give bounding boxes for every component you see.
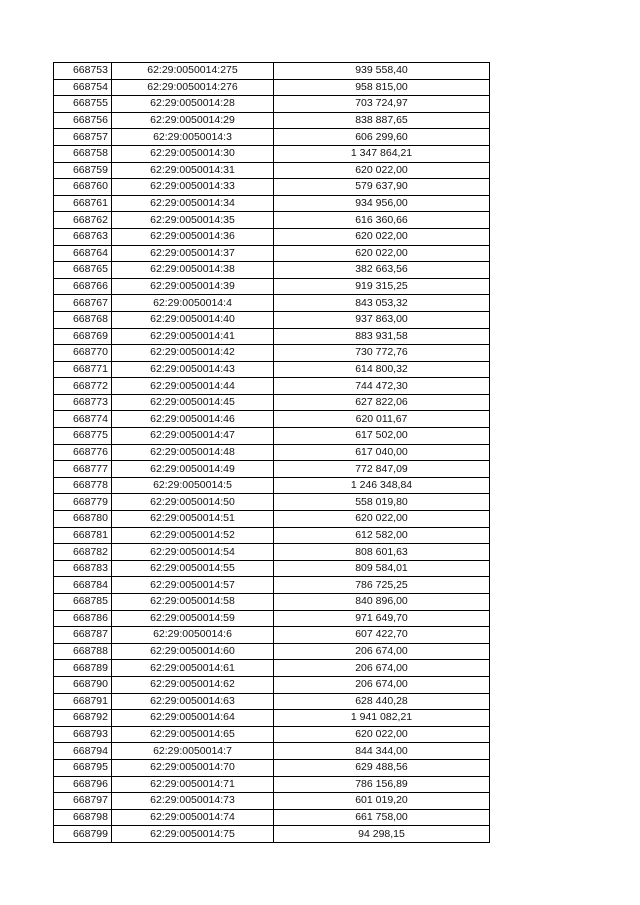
cadastral-number-cell: 62:29:0050014:33 — [112, 179, 274, 196]
row-id-cell: 668760 — [54, 179, 112, 196]
table-row — [54, 212, 490, 229]
cadastral-value-cell: 628 440,28 — [274, 693, 490, 710]
row-id-cell: 668795 — [54, 759, 112, 776]
cadastral-value-cell: 579 637,90 — [274, 179, 490, 196]
cadastral-value-cell: 206 674,00 — [274, 660, 490, 677]
cadastral-value-cell: 94 298,15 — [274, 826, 490, 843]
cadastral-value-cell: 206 674,00 — [274, 676, 490, 693]
table-row — [54, 428, 490, 445]
table-row — [54, 826, 490, 843]
cadastral-number-cell: 62:29:0050014:73 — [112, 793, 274, 810]
cadastral-value-cell: 620 022,00 — [274, 228, 490, 245]
row-id-cell: 668773 — [54, 394, 112, 411]
cadastral-value-cell: 1 347 864,21 — [274, 145, 490, 162]
row-id-cell: 668757 — [54, 129, 112, 146]
cadastral-number-cell: 62:29:0050014:65 — [112, 726, 274, 743]
table-row — [54, 776, 490, 793]
table-row — [54, 245, 490, 262]
row-id-cell: 668789 — [54, 660, 112, 677]
cadastral-value-cell: 661 758,00 — [274, 809, 490, 826]
table-row — [54, 610, 490, 627]
cadastral-number-cell: 62:29:0050014:36 — [112, 228, 274, 245]
cadastral-value-cell: 620 022,00 — [274, 162, 490, 179]
row-id-cell: 668767 — [54, 295, 112, 312]
row-id-cell: 668788 — [54, 643, 112, 660]
cadastral-number-cell: 62:29:0050014:41 — [112, 328, 274, 345]
table-row — [54, 112, 490, 129]
cadastral-value-cell: 939 558,40 — [274, 63, 490, 80]
cadastral-number-cell: 62:29:0050014:43 — [112, 361, 274, 378]
table-row — [54, 179, 490, 196]
cadastral-number-cell: 62:29:0050014:30 — [112, 145, 274, 162]
cadastral-value-cell: 601 019,20 — [274, 793, 490, 810]
row-id-cell: 668777 — [54, 461, 112, 478]
row-id-cell: 668787 — [54, 627, 112, 644]
row-id-cell: 668770 — [54, 345, 112, 362]
cadastral-number-cell: 62:29:0050014:39 — [112, 278, 274, 295]
table-row — [54, 162, 490, 179]
row-id-cell: 668796 — [54, 776, 112, 793]
cadastral-number-cell: 62:29:0050014:47 — [112, 428, 274, 445]
table-row — [54, 643, 490, 660]
cadastral-value-cell: 620 022,00 — [274, 511, 490, 528]
cadastral-number-cell: 62:29:0050014:59 — [112, 610, 274, 627]
table-row — [54, 461, 490, 478]
cadastral-number-cell: 62:29:0050014:48 — [112, 444, 274, 461]
table-row — [54, 511, 490, 528]
cadastral-number-cell: 62:29:0050014:45 — [112, 394, 274, 411]
cadastral-value-cell: 617 040,00 — [274, 444, 490, 461]
table-row — [54, 345, 490, 362]
row-id-cell: 668781 — [54, 527, 112, 544]
cadastral-value-cell: 620 022,00 — [274, 726, 490, 743]
cadastral-number-cell: 62:29:0050014:54 — [112, 544, 274, 561]
table-row — [54, 560, 490, 577]
table-row — [54, 328, 490, 345]
row-id-cell: 668775 — [54, 428, 112, 445]
cadastral-value-cell: 934 956,00 — [274, 195, 490, 212]
table-row — [54, 809, 490, 826]
cadastral-value-cell: 786 156,89 — [274, 776, 490, 793]
row-id-cell: 668793 — [54, 726, 112, 743]
cadastral-value-cell: 206 674,00 — [274, 643, 490, 660]
cadastral-number-cell: 62:29:0050014:275 — [112, 63, 274, 80]
table-body — [54, 63, 490, 843]
table-row — [54, 129, 490, 146]
cadastral-number-cell: 62:29:0050014:63 — [112, 693, 274, 710]
cadastral-value-cell: 808 601,63 — [274, 544, 490, 561]
row-id-cell: 668798 — [54, 809, 112, 826]
cadastral-value-cell: 840 896,00 — [274, 594, 490, 611]
cadastral-number-cell: 62:29:0050014:6 — [112, 627, 274, 644]
table-row — [54, 295, 490, 312]
cadastral-value-cell: 617 502,00 — [274, 428, 490, 445]
cadastral-number-cell: 62:29:0050014:75 — [112, 826, 274, 843]
table-row — [54, 262, 490, 279]
row-id-cell: 668764 — [54, 245, 112, 262]
cadastral-number-cell: 62:29:0050014:62 — [112, 676, 274, 693]
cadastral-number-cell: 62:29:0050014:74 — [112, 809, 274, 826]
cadastral-number-cell: 62:29:0050014:42 — [112, 345, 274, 362]
table-row — [54, 627, 490, 644]
cadastral-value-cell: 607 422,70 — [274, 627, 490, 644]
table-row — [54, 228, 490, 245]
row-id-cell: 668762 — [54, 212, 112, 229]
cadastral-number-cell: 62:29:0050014:34 — [112, 195, 274, 212]
row-id-cell: 668772 — [54, 378, 112, 395]
table-row — [54, 378, 490, 395]
cadastral-number-cell: 62:29:0050014:55 — [112, 560, 274, 577]
row-id-cell: 668794 — [54, 743, 112, 760]
table-row — [54, 411, 490, 428]
table-row — [54, 394, 490, 411]
row-id-cell: 668768 — [54, 311, 112, 328]
cadastral-number-cell: 62:29:0050014:60 — [112, 643, 274, 660]
table-row — [54, 726, 490, 743]
cadastral-value-cell: 809 584,01 — [274, 560, 490, 577]
cadastral-number-cell: 62:29:0050014:40 — [112, 311, 274, 328]
row-id-cell: 668783 — [54, 560, 112, 577]
cadastral-number-cell: 62:29:0050014:52 — [112, 527, 274, 544]
table-row — [54, 145, 490, 162]
cadastral-number-cell: 62:29:0050014:46 — [112, 411, 274, 428]
cadastral-number-cell: 62:29:0050014:5 — [112, 477, 274, 494]
cadastral-value-table — [53, 62, 490, 843]
row-id-cell: 668759 — [54, 162, 112, 179]
table-row — [54, 660, 490, 677]
row-id-cell: 668797 — [54, 793, 112, 810]
cadastral-value-cell: 616 360,66 — [274, 212, 490, 229]
row-id-cell: 668785 — [54, 594, 112, 611]
cadastral-value-cell: 958 815,00 — [274, 79, 490, 96]
cadastral-value-cell: 883 931,58 — [274, 328, 490, 345]
cadastral-number-cell: 62:29:0050014:7 — [112, 743, 274, 760]
cadastral-value-cell: 744 472,30 — [274, 378, 490, 395]
cadastral-number-cell: 62:29:0050014:35 — [112, 212, 274, 229]
row-id-cell: 668786 — [54, 610, 112, 627]
cadastral-value-cell: 629 488,56 — [274, 759, 490, 776]
table-row — [54, 793, 490, 810]
row-id-cell: 668799 — [54, 826, 112, 843]
table-row — [54, 743, 490, 760]
table-row — [54, 594, 490, 611]
cadastral-value-cell: 606 299,60 — [274, 129, 490, 146]
cadastral-value-cell: 1 941 082,21 — [274, 710, 490, 727]
cadastral-number-cell: 62:29:0050014:57 — [112, 577, 274, 594]
row-id-cell: 668761 — [54, 195, 112, 212]
row-id-cell: 668753 — [54, 63, 112, 80]
cadastral-value-cell: 620 011,67 — [274, 411, 490, 428]
table-row — [54, 710, 490, 727]
cadastral-value-cell: 558 019,80 — [274, 494, 490, 511]
row-id-cell: 668756 — [54, 112, 112, 129]
cadastral-number-cell: 62:29:0050014:38 — [112, 262, 274, 279]
cadastral-number-cell: 62:29:0050014:37 — [112, 245, 274, 262]
cadastral-number-cell: 62:29:0050014:70 — [112, 759, 274, 776]
cadastral-number-cell: 62:29:0050014:3 — [112, 129, 274, 146]
cadastral-number-cell: 62:29:0050014:28 — [112, 96, 274, 113]
table-row — [54, 759, 490, 776]
cadastral-value-cell: 1 246 348,84 — [274, 477, 490, 494]
row-id-cell: 668766 — [54, 278, 112, 295]
cadastral-number-cell: 62:29:0050014:51 — [112, 511, 274, 528]
table-row — [54, 444, 490, 461]
row-id-cell: 668769 — [54, 328, 112, 345]
cadastral-number-cell: 62:29:0050014:61 — [112, 660, 274, 677]
row-id-cell: 668776 — [54, 444, 112, 461]
cadastral-number-cell: 62:29:0050014:49 — [112, 461, 274, 478]
row-id-cell: 668778 — [54, 477, 112, 494]
table-row — [54, 311, 490, 328]
cadastral-value-cell: 838 887,65 — [274, 112, 490, 129]
cadastral-value-cell: 614 800,32 — [274, 361, 490, 378]
cadastral-value-cell: 919 315,25 — [274, 278, 490, 295]
row-id-cell: 668779 — [54, 494, 112, 511]
row-id-cell: 668780 — [54, 511, 112, 528]
cadastral-value-cell: 382 663,56 — [274, 262, 490, 279]
table-row — [54, 676, 490, 693]
table-row — [54, 544, 490, 561]
cadastral-value-cell: 620 022,00 — [274, 245, 490, 262]
cadastral-value-cell: 971 649,70 — [274, 610, 490, 627]
cadastral-value-cell: 612 582,00 — [274, 527, 490, 544]
table-row — [54, 693, 490, 710]
row-id-cell: 668782 — [54, 544, 112, 561]
row-id-cell: 668758 — [54, 145, 112, 162]
row-id-cell: 668791 — [54, 693, 112, 710]
row-id-cell: 668790 — [54, 676, 112, 693]
cadastral-number-cell: 62:29:0050014:29 — [112, 112, 274, 129]
cadastral-number-cell: 62:29:0050014:58 — [112, 594, 274, 611]
cadastral-number-cell: 62:29:0050014:31 — [112, 162, 274, 179]
cadastral-value-cell: 786 725,25 — [274, 577, 490, 594]
cadastral-value-cell: 844 344,00 — [274, 743, 490, 760]
table-row — [54, 577, 490, 594]
cadastral-number-cell: 62:29:0050014:64 — [112, 710, 274, 727]
cadastral-value-cell: 937 863,00 — [274, 311, 490, 328]
table-row — [54, 477, 490, 494]
table-row — [54, 195, 490, 212]
row-id-cell: 668765 — [54, 262, 112, 279]
table-row — [54, 96, 490, 113]
cadastral-value-cell: 627 822,06 — [274, 394, 490, 411]
cadastral-number-cell: 62:29:0050014:71 — [112, 776, 274, 793]
table-row — [54, 63, 490, 80]
cadastral-value-cell: 772 847,09 — [274, 461, 490, 478]
row-id-cell: 668755 — [54, 96, 112, 113]
cadastral-number-cell: 62:29:0050014:50 — [112, 494, 274, 511]
cadastral-number-cell: 62:29:0050014:276 — [112, 79, 274, 96]
table-row — [54, 361, 490, 378]
cadastral-number-cell: 62:29:0050014:4 — [112, 295, 274, 312]
cadastral-value-cell: 703 724,97 — [274, 96, 490, 113]
cadastral-value-cell: 730 772,76 — [274, 345, 490, 362]
row-id-cell: 668784 — [54, 577, 112, 594]
table-row — [54, 278, 490, 295]
cadastral-number-cell: 62:29:0050014:44 — [112, 378, 274, 395]
row-id-cell: 668763 — [54, 228, 112, 245]
table-row — [54, 527, 490, 544]
row-id-cell: 668792 — [54, 710, 112, 727]
table-row — [54, 494, 490, 511]
row-id-cell: 668774 — [54, 411, 112, 428]
row-id-cell: 668771 — [54, 361, 112, 378]
table-row — [54, 79, 490, 96]
row-id-cell: 668754 — [54, 79, 112, 96]
cadastral-value-cell: 843 053,32 — [274, 295, 490, 312]
